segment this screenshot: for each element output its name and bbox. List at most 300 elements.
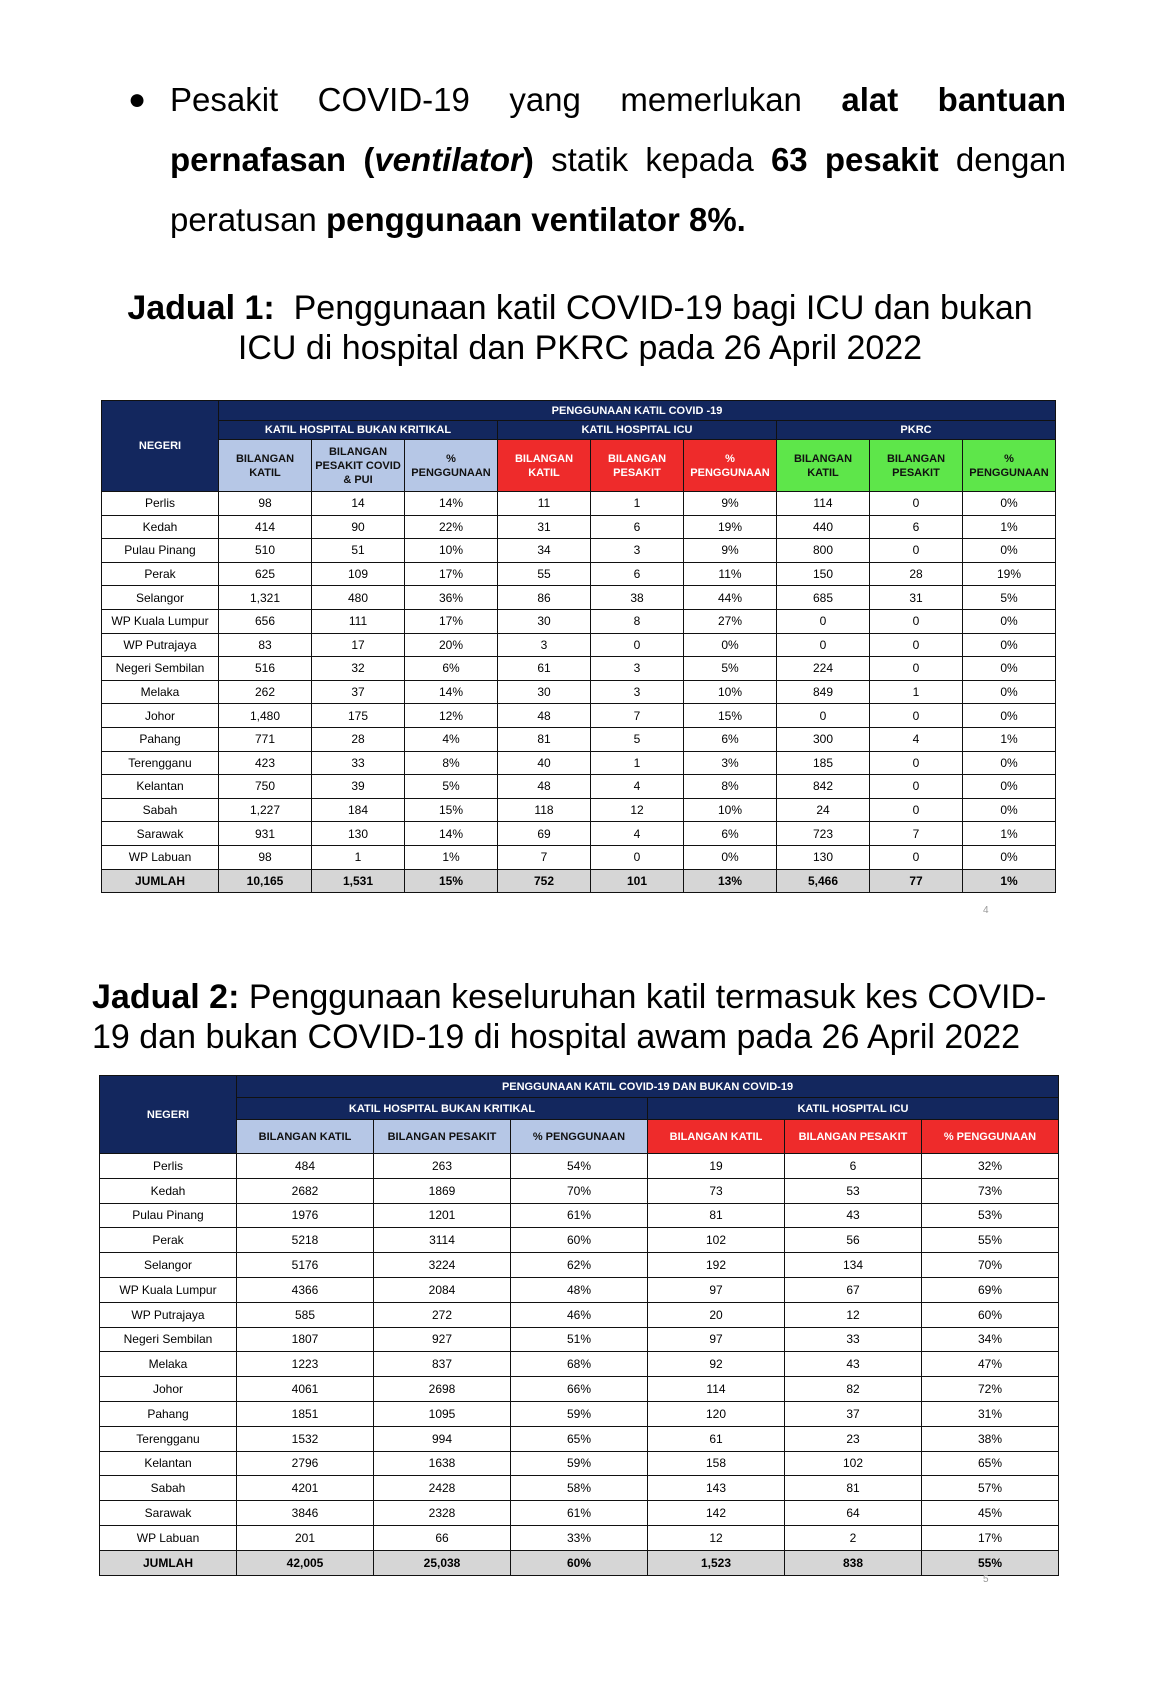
table-row [102, 539, 1056, 563]
table-cell: 73 [648, 1178, 785, 1203]
table-cell: 37 [312, 680, 405, 704]
total-row [100, 1550, 1059, 1575]
table-cell: 53% [922, 1203, 1059, 1228]
table-cell: 1,531 [312, 869, 405, 893]
table-cell: 6 [591, 515, 684, 539]
table-cell: 585 [237, 1302, 374, 1327]
table-cell: 47% [922, 1352, 1059, 1377]
table-cell: 3846 [237, 1501, 374, 1526]
table-cell: 423 [219, 751, 312, 775]
table-cell: 32 [312, 657, 405, 681]
table-cell: 0 [870, 609, 963, 633]
table-cell: 6 [591, 562, 684, 586]
table-cell: 1 [591, 751, 684, 775]
table-cell: 3224 [374, 1253, 511, 1278]
bullet-seg: Pesakit COVID-19 yang memerlukan [170, 81, 842, 118]
table-cell: 0 [777, 633, 870, 657]
table2 [99, 1075, 1059, 1576]
table-cell: 82 [785, 1377, 922, 1402]
table-row [102, 775, 1056, 799]
table-cell: 1% [963, 515, 1056, 539]
table-cell: 97 [648, 1327, 785, 1352]
table-cell: 0 [591, 633, 684, 657]
table-row [100, 1178, 1059, 1203]
table-row [100, 1253, 1059, 1278]
table-cell: 90 [312, 515, 405, 539]
table-cell: 0 [870, 539, 963, 563]
table-cell: 184 [312, 798, 405, 822]
table-cell: 12% [405, 704, 498, 728]
table-cell: Pahang [102, 727, 219, 751]
table-cell: 6% [684, 727, 777, 751]
table-row [102, 798, 1056, 822]
table-cell: 56 [785, 1228, 922, 1253]
table-cell: 70% [511, 1178, 648, 1203]
table-cell: 67 [785, 1277, 922, 1302]
table-cell: 33 [785, 1327, 922, 1352]
table-cell: 0 [870, 845, 963, 869]
table-cell: 0% [684, 633, 777, 657]
table-cell: Sarawak [100, 1501, 237, 1526]
col-header: % PENGGUNAAN [922, 1120, 1059, 1154]
table-cell: 48 [498, 775, 591, 799]
table-row [100, 1501, 1059, 1526]
table-cell: 7 [591, 704, 684, 728]
table-cell: 3% [684, 751, 777, 775]
table-row [102, 586, 1056, 610]
table-cell: 65% [511, 1426, 648, 1451]
table-cell: 11 [498, 492, 591, 516]
table-cell: 92 [648, 1352, 785, 1377]
table-cell: 510 [219, 539, 312, 563]
table-cell: 66 [374, 1525, 511, 1550]
main-header: PENGGUNAAN KATIL COVID -19 [219, 401, 1056, 421]
table-cell: 31 [870, 586, 963, 610]
table-cell: 927 [374, 1327, 511, 1352]
table-cell: 272 [374, 1302, 511, 1327]
table2-caption-label: Jadual 2: [92, 978, 240, 1016]
table-cell: 44% [684, 586, 777, 610]
table-cell: Sarawak [102, 822, 219, 846]
table-cell: 55 [498, 562, 591, 586]
bullet-seg-bold: 63 pesakit [770, 141, 939, 178]
col-header: % PENGGUNAAN [405, 440, 498, 492]
table-cell: 13% [684, 869, 777, 893]
bullet-seg-bold-italic: ventilator [374, 141, 523, 178]
table-cell: 43 [785, 1203, 922, 1228]
col-header-negeri: NEGERI [100, 1076, 237, 1154]
table-cell: 61% [511, 1501, 648, 1526]
table-cell: 19% [963, 562, 1056, 586]
table-cell: 38% [922, 1426, 1059, 1451]
col-header: BILANGAN KATIL [777, 440, 870, 492]
table-row [100, 1228, 1059, 1253]
table-row [102, 562, 1056, 586]
col-header-negeri: NEGERI [102, 401, 219, 492]
table-cell: 15% [405, 869, 498, 893]
table-cell: 61% [511, 1203, 648, 1228]
col-header: BILANGAN KATIL [498, 440, 591, 492]
table-cell: 39 [312, 775, 405, 799]
table-cell: 72% [922, 1377, 1059, 1402]
table-cell: 175 [312, 704, 405, 728]
col-header: % PENGGUNAAN [963, 440, 1056, 492]
bullet-seg-bold: penggunaan ventilator 8%. [325, 201, 746, 238]
table-cell: 3 [591, 539, 684, 563]
table-row [100, 1327, 1059, 1352]
group-header: KATIL HOSPITAL ICU [648, 1098, 1059, 1120]
table-cell: Melaka [100, 1352, 237, 1377]
table-cell: 12 [648, 1525, 785, 1550]
table-cell: 14% [405, 680, 498, 704]
table-cell: 30 [498, 680, 591, 704]
table-cell: 37 [785, 1401, 922, 1426]
table-cell: 750 [219, 775, 312, 799]
table-cell: 12 [591, 798, 684, 822]
table-cell: 5218 [237, 1228, 374, 1253]
table-cell: 34 [498, 539, 591, 563]
table-row [100, 1302, 1059, 1327]
table-cell: 0% [963, 845, 1056, 869]
table-cell: 32% [922, 1154, 1059, 1179]
table-cell: 61 [498, 657, 591, 681]
table-cell: 0 [870, 775, 963, 799]
table-cell: Kedah [102, 515, 219, 539]
col-header: BILANGAN KATIL [237, 1120, 374, 1154]
table-cell: 28 [870, 562, 963, 586]
table-cell: 0% [963, 633, 1056, 657]
table-cell: Negeri Sembilan [102, 657, 219, 681]
table-cell: 59% [511, 1451, 648, 1476]
table-cell: 48% [511, 1277, 648, 1302]
table-cell: 0 [870, 704, 963, 728]
bullet-text [170, 70, 1066, 250]
table-cell: 17% [405, 609, 498, 633]
table-cell: 4366 [237, 1277, 374, 1302]
table-cell: 4 [591, 822, 684, 846]
table-cell: 994 [374, 1426, 511, 1451]
col-header: % PENGGUNAAN [511, 1120, 648, 1154]
table-cell: 40 [498, 751, 591, 775]
table-cell: 60% [511, 1550, 648, 1575]
table-cell: Sabah [102, 798, 219, 822]
table-row [102, 822, 1056, 846]
table-cell: 8% [684, 775, 777, 799]
table-cell: 158 [648, 1451, 785, 1476]
table-cell: 68% [511, 1352, 648, 1377]
table-cell: 61 [648, 1426, 785, 1451]
table1-caption [100, 288, 1060, 368]
table-cell: 1% [963, 869, 1056, 893]
table-row [100, 1426, 1059, 1451]
table-cell: 0 [870, 751, 963, 775]
table-cell: 55% [922, 1228, 1059, 1253]
table-cell: 0 [870, 633, 963, 657]
table-row [100, 1401, 1059, 1426]
table-cell: 134 [785, 1253, 922, 1278]
table-row [102, 633, 1056, 657]
table-cell: 263 [374, 1154, 511, 1179]
table-cell: 8 [591, 609, 684, 633]
table-cell: 22% [405, 515, 498, 539]
table-cell: WP Kuala Lumpur [102, 609, 219, 633]
table-cell: 24 [777, 798, 870, 822]
table-cell: 14% [405, 492, 498, 516]
table-row [102, 492, 1056, 516]
table-row [102, 680, 1056, 704]
table-cell: 1532 [237, 1426, 374, 1451]
table-cell: 81 [785, 1476, 922, 1501]
col-header: % PENGGUNAAN [684, 440, 777, 492]
table-cell: Terengganu [100, 1426, 237, 1451]
table-cell: 31% [922, 1401, 1059, 1426]
table-cell: 36% [405, 586, 498, 610]
table-cell: 27% [684, 609, 777, 633]
table-cell: 0 [870, 798, 963, 822]
table-cell: 81 [648, 1203, 785, 1228]
table-cell: Pulau Pinang [100, 1203, 237, 1228]
table-cell: 17 [312, 633, 405, 657]
table-cell: 53 [785, 1178, 922, 1203]
table-cell: 1,321 [219, 586, 312, 610]
bullet-seg-bold: alat bantuan pernafasan ( [170, 81, 1066, 178]
table-cell: 1 [870, 680, 963, 704]
table-cell: 25,038 [374, 1550, 511, 1575]
bullet-seg-bold: ) [522, 141, 534, 178]
table-cell: 69% [922, 1277, 1059, 1302]
table-cell: 65% [922, 1451, 1059, 1476]
table-cell: 46% [511, 1302, 648, 1327]
table-cell: 4 [870, 727, 963, 751]
table-cell: 33 [312, 751, 405, 775]
table-cell: 849 [777, 680, 870, 704]
table-cell: 300 [777, 727, 870, 751]
table-cell: 86 [498, 586, 591, 610]
col-header: BILANGAN PESAKIT [374, 1120, 511, 1154]
table-cell: 114 [777, 492, 870, 516]
table-cell: 838 [785, 1550, 922, 1575]
table-cell: 34% [922, 1327, 1059, 1352]
group-header: PKRC [777, 421, 1056, 440]
table-cell: 192 [648, 1253, 785, 1278]
table-cell: 5,466 [777, 869, 870, 893]
table1-caption-text: Penggunaan katil COVID-19 bagi ICU dan bukan ICU di hospital dan PKRC pada 26 April 2022 [237, 289, 1033, 367]
table-cell: Kelantan [102, 775, 219, 799]
col-header: BILANGAN KATIL [219, 440, 312, 492]
table-cell: 1% [405, 845, 498, 869]
table-cell: 685 [777, 586, 870, 610]
table-cell: 30 [498, 609, 591, 633]
table1 [101, 400, 1056, 893]
table-cell: 0% [963, 775, 1056, 799]
table-cell: 2084 [374, 1277, 511, 1302]
table-cell: 109 [312, 562, 405, 586]
table-cell: 10% [405, 539, 498, 563]
table-cell: 1976 [237, 1203, 374, 1228]
table-cell: 1807 [237, 1327, 374, 1352]
table-cell: 1 [591, 492, 684, 516]
table-cell: 2328 [374, 1501, 511, 1526]
table-cell: 45% [922, 1501, 1059, 1526]
table-cell: 83 [219, 633, 312, 657]
table-cell: 10,165 [219, 869, 312, 893]
col-header: BILANGAN KATIL [648, 1120, 785, 1154]
table-cell: 3114 [374, 1228, 511, 1253]
table-row [100, 1277, 1059, 1302]
table-cell: Perlis [102, 492, 219, 516]
table-cell: Perlis [100, 1154, 237, 1179]
table-cell: Negeri Sembilan [100, 1327, 237, 1352]
table-cell: 2796 [237, 1451, 374, 1476]
table-cell: 23 [785, 1426, 922, 1451]
table-cell: 9% [684, 539, 777, 563]
page-number: 5 [983, 1574, 989, 1585]
table-cell: 15% [684, 704, 777, 728]
table-cell: 17% [922, 1525, 1059, 1550]
total-row [102, 869, 1056, 893]
table-cell: 0% [963, 798, 1056, 822]
table-cell: 1095 [374, 1401, 511, 1426]
table-cell: 6% [405, 657, 498, 681]
table-cell: 3 [591, 680, 684, 704]
bullet-paragraph [128, 70, 1066, 250]
table-cell: 0 [777, 704, 870, 728]
table-cell: 98 [219, 845, 312, 869]
group-header: KATIL HOSPITAL BUKAN KRITIKAL [237, 1098, 648, 1120]
table-cell: 98 [219, 492, 312, 516]
table-cell: 0 [777, 609, 870, 633]
table-cell: 3 [591, 657, 684, 681]
table1-caption-label: Jadual 1: [127, 289, 275, 327]
table-cell: 62% [511, 1253, 648, 1278]
table-cell: 414 [219, 515, 312, 539]
table-row [102, 751, 1056, 775]
table-cell: 185 [777, 751, 870, 775]
table-cell: Kedah [100, 1178, 237, 1203]
table-cell: 6 [870, 515, 963, 539]
table-cell: 11% [684, 562, 777, 586]
table-row [100, 1377, 1059, 1402]
table-cell: 43 [785, 1352, 922, 1377]
page-number: 4 [983, 905, 989, 916]
table-cell: 114 [648, 1377, 785, 1402]
table-cell: 28 [312, 727, 405, 751]
table-cell: 516 [219, 657, 312, 681]
table-cell: 0% [963, 609, 1056, 633]
table-cell: 440 [777, 515, 870, 539]
table-cell: 0% [963, 657, 1056, 681]
table-cell: 102 [785, 1451, 922, 1476]
table-cell: 842 [777, 775, 870, 799]
table-cell: 1201 [374, 1203, 511, 1228]
table-cell: 73% [922, 1178, 1059, 1203]
table-cell: 2682 [237, 1178, 374, 1203]
table-cell: 33% [511, 1525, 648, 1550]
table-cell: 931 [219, 822, 312, 846]
table-cell: 6% [684, 822, 777, 846]
col-header: BILANGAN PESAKIT COVID & PUI [312, 440, 405, 492]
table-cell: 2428 [374, 1476, 511, 1501]
table-cell: 5176 [237, 1253, 374, 1278]
table-cell: 130 [777, 845, 870, 869]
table-cell: 0% [963, 680, 1056, 704]
table-cell: 14 [312, 492, 405, 516]
table-row [102, 515, 1056, 539]
table-cell: 8% [405, 751, 498, 775]
table-cell: 142 [648, 1501, 785, 1526]
table-cell: 38 [591, 586, 684, 610]
table-cell: 59% [511, 1401, 648, 1426]
table-cell: 64 [785, 1501, 922, 1526]
table-cell: 7 [870, 822, 963, 846]
table-cell: 0% [963, 492, 1056, 516]
main-header: PENGGUNAAN KATIL COVID-19 DAN BUKAN COVID-19 [237, 1076, 1059, 1098]
table-cell: Selangor [102, 586, 219, 610]
table-row [100, 1451, 1059, 1476]
group-header: KATIL HOSPITAL ICU [498, 421, 777, 440]
table-cell: 150 [777, 562, 870, 586]
table-cell: 17% [405, 562, 498, 586]
table-cell: Pahang [100, 1401, 237, 1426]
table-cell: 51% [511, 1327, 648, 1352]
table-cell: 42,005 [237, 1550, 374, 1575]
table-row [102, 845, 1056, 869]
table-cell: 97 [648, 1277, 785, 1302]
table-cell: 5 [591, 727, 684, 751]
table-cell: 4061 [237, 1377, 374, 1402]
table-cell: 1,523 [648, 1550, 785, 1575]
table-cell: 484 [237, 1154, 374, 1179]
table-cell: 48 [498, 704, 591, 728]
bullet-seg: dengan peratusan [170, 141, 1067, 238]
table-cell: 1,227 [219, 798, 312, 822]
table2-caption-text: Penggunaan keseluruhan katil termasuk kes COVID-19 dan bukan COVID-19 di hospital awam pada 26 April 2022 [92, 978, 1047, 1056]
table-cell: 102 [648, 1228, 785, 1253]
table-cell: 625 [219, 562, 312, 586]
table-cell: 20% [405, 633, 498, 657]
table-cell: Perak [102, 562, 219, 586]
table-row [100, 1352, 1059, 1377]
table-cell: Sabah [100, 1476, 237, 1501]
table-cell: JUMLAH [102, 869, 219, 893]
table-row [100, 1476, 1059, 1501]
table-cell: 0 [591, 845, 684, 869]
table-cell: 6 [785, 1154, 922, 1179]
table-cell: 130 [312, 822, 405, 846]
table-cell: 0% [963, 704, 1056, 728]
table-cell: 800 [777, 539, 870, 563]
table-cell: 201 [237, 1525, 374, 1550]
table-cell: WP Labuan [102, 845, 219, 869]
table-cell: 19 [648, 1154, 785, 1179]
table-cell: 12 [785, 1302, 922, 1327]
table-cell: 120 [648, 1401, 785, 1426]
table-cell: 58% [511, 1476, 648, 1501]
table-row [102, 704, 1056, 728]
table-cell: Selangor [100, 1253, 237, 1278]
table-cell: 224 [777, 657, 870, 681]
table-cell: 480 [312, 586, 405, 610]
table-cell: 51 [312, 539, 405, 563]
table-cell: WP Putrajaya [100, 1302, 237, 1327]
bullet-seg: statik kepada [533, 141, 771, 178]
table-cell: 143 [648, 1476, 785, 1501]
table-cell: Kelantan [100, 1451, 237, 1476]
table-row [100, 1154, 1059, 1179]
table-cell: 1 [312, 845, 405, 869]
table-cell: 111 [312, 609, 405, 633]
bullet-dot-icon: ● [128, 83, 147, 116]
